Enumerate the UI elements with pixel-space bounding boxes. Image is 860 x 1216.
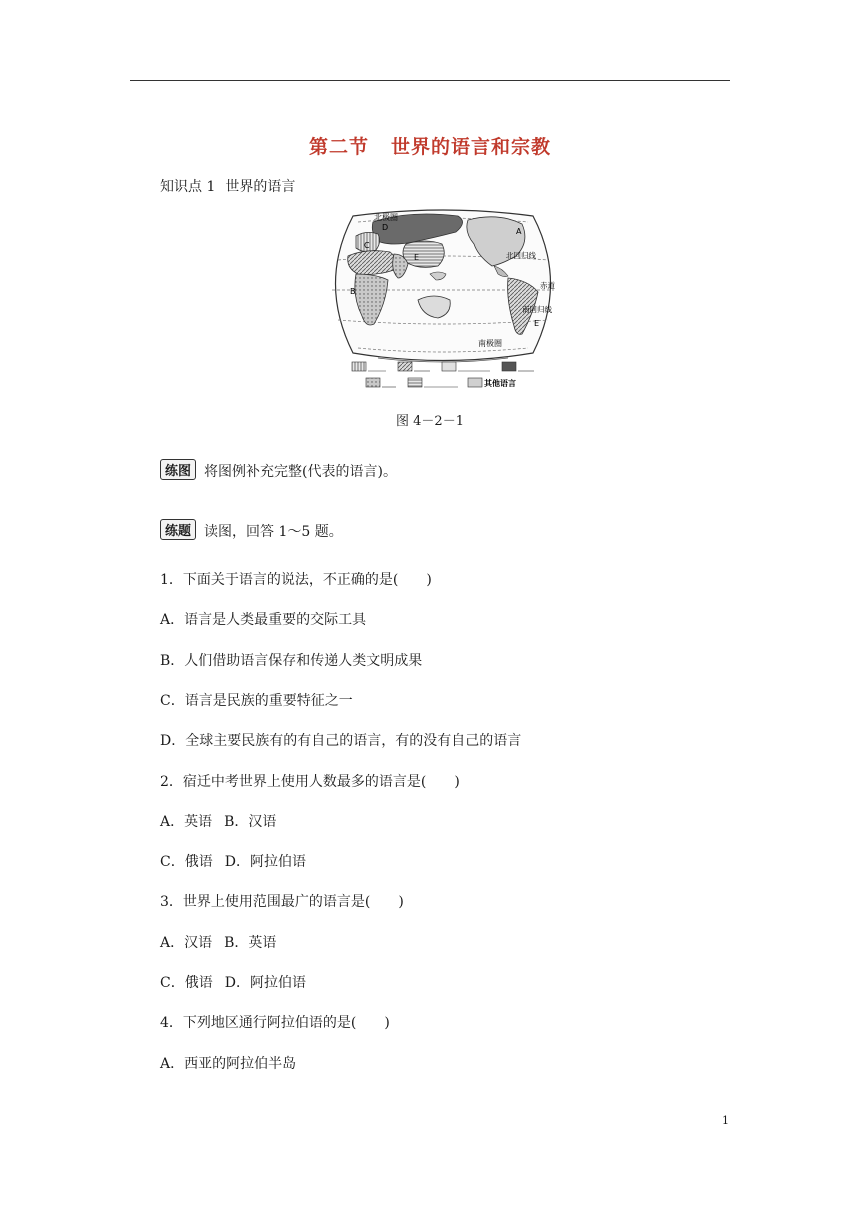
question-2-option-a: A．英语 [160, 814, 213, 830]
question-3-option-c: C．俄语 [160, 975, 213, 991]
question-2-option-d: D．阿拉伯语 [224, 854, 306, 870]
question-2-option-b: B．汉语 [224, 814, 277, 830]
knowledge-point [160, 176, 295, 196]
world-language-map [318, 208, 568, 398]
question-1-stem: 1．下面关于语言的说法，不正确的是( ) [160, 572, 432, 588]
map-legend [352, 362, 534, 388]
question-3-options-ab [160, 932, 276, 952]
label-equator: 赤道 [540, 281, 555, 290]
practice-questions-badge: 练题 [160, 519, 196, 540]
knowledge-point-topic: 世界的语言 [225, 179, 296, 195]
practice-map-badge: 练图 [160, 459, 196, 480]
question-2-option-c: C．俄语 [160, 854, 213, 870]
legend-other-label: 其他语言 [484, 379, 516, 388]
question-1-option-c: C．语言是民族的重要特征之一 [160, 693, 353, 709]
question-1-option-a: A．语言是人类最重要的交际工具 [160, 612, 367, 628]
title-main: 世界的语言和宗教 [391, 136, 552, 158]
label-arctic-circle: 北极圈 [374, 213, 398, 222]
question-3-option-a: A．汉语 [160, 935, 213, 951]
question-3-stem: 3．世界上使用范围最广的语言是( ) [160, 894, 404, 910]
knowledge-point-label: 知识点 1 [160, 179, 216, 195]
practice-map-line [160, 460, 397, 481]
section-title [0, 132, 860, 159]
label-e: E [414, 253, 420, 262]
practice-questions-line [160, 520, 343, 541]
label-tropic-cancer: 北回归线 [506, 251, 536, 260]
practice-map-text: 将图例补充完整(代表的语言)。 [204, 464, 397, 480]
label-antarctic-circle: 南极圈 [478, 339, 502, 348]
label-e2: E [534, 319, 540, 328]
question-1-option-d: D．全球主要民族有的有自己的语言，有的没有自己的语言 [160, 733, 522, 749]
question-3-option-d: D．阿拉伯语 [224, 975, 306, 991]
question-2-options-ab [160, 811, 276, 831]
question-2-stem: 2．宿迁中考世界上使用人数最多的语言是( ) [160, 774, 460, 790]
question-3-option-b: B．英语 [224, 935, 277, 951]
title-section: 第二节 [308, 136, 369, 158]
practice-questions-text: 读图，回答 1～5 题。 [204, 524, 343, 540]
figure-caption: 图 4－2－1 [396, 414, 464, 429]
page-number: 1 [722, 1114, 729, 1127]
question-4-option-a: A．西亚的阿拉伯半岛 [160, 1056, 297, 1072]
label-d: D [382, 223, 389, 232]
header-rule [130, 80, 730, 81]
label-b: B [350, 287, 356, 296]
label-a: A [516, 227, 522, 236]
label-c: C [364, 241, 370, 250]
question-3-options-cd [160, 972, 306, 992]
question-4-stem: 4．下列地区通行阿拉伯语的是( ) [160, 1015, 390, 1031]
label-tropic-capricorn: 南回归线 [522, 305, 552, 314]
question-1-option-b: B．人们借助语言保存和传递人类文明成果 [160, 653, 423, 669]
question-2-options-cd [160, 851, 306, 871]
